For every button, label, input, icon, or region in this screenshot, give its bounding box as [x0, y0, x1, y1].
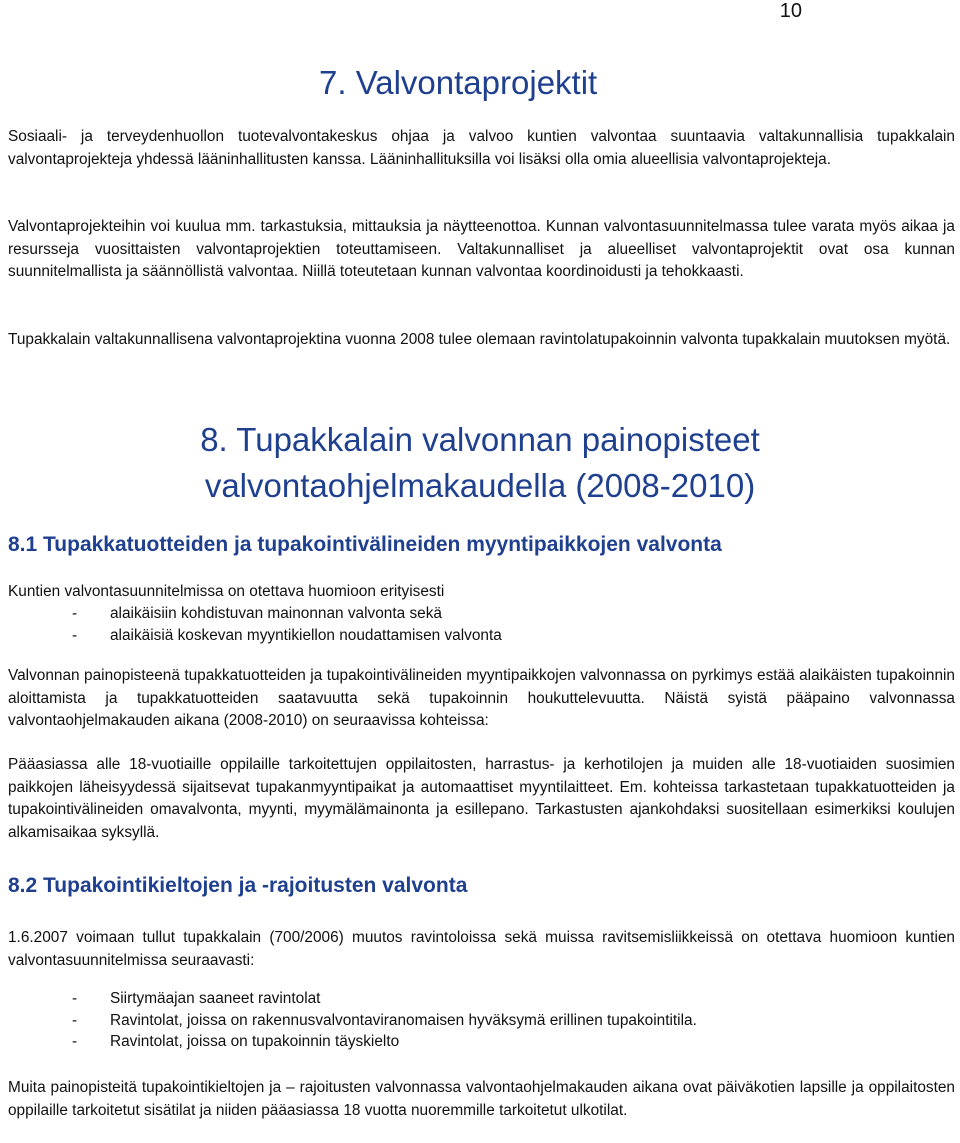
list-item: [72, 625, 502, 647]
list-dash: -: [72, 990, 78, 1007]
section-8-1-paragraph-2: [8, 754, 955, 844]
section-8-heading-line-1: 8. Tupakkalain valvonnan painopisteet: [200, 421, 760, 458]
paragraph-text: Pääasiassa alle 18-vuotiaille oppilaille tarkoitettujen oppilaitosten, harrastus- ja kerhotilojen ja muiden alle 18-vuotiaiden suosimien paikkojen läheisyydessä sijaitsevat tupakanmyyntipaikat ja automaattiset myyntilaitteet. Em. kohteissa tarkastetaan tupakkatuotteiden ja tupakointivälineiden omavalvonta, myynti, myymälämainonta ja esillepano. Tarkastusten ajankohdaksi suositellaan esimerkiksi koulujen alkamisaikaa syksyllä.: [8, 756, 955, 841]
section-8-2-intro: [8, 927, 955, 972]
list-dash: -: [72, 1033, 78, 1050]
paragraph-text: Kuntien valvontasuunnitelmissa on otettava huomioon erityisesti: [8, 583, 445, 600]
paragraph-text: Tupakkalain valtakunnallisena valvontaprojektina vuonna 2008 tulee olemaan ravintolatupakoinnin valvonta tupakkalain muutoksen myötä.: [8, 331, 951, 348]
section-7-paragraph-1: [8, 126, 955, 171]
list-item-text: Ravintolat, joissa on tupakoinnin täyskielto: [110, 1033, 400, 1050]
list-dash: -: [72, 627, 78, 644]
paragraph-text: Muita painopisteitä tupakointikieltojen ja – rajoitusten valvonnassa valvontaohjelmakauden aikana ovat päiväkotien lapsille ja oppilaitosten oppilaille tarkoitetut sisätilat ja niiden pääasiassa 18 vuotta nuoremmille tarkoitetut ulkotilat.: [8, 1079, 955, 1119]
list-item: [72, 603, 502, 625]
paragraph-text: Valvontaprojekteihin voi kuulua mm. tarkastuksia, mittauksia ja näytteenottoa. Kunnan valvontasuunnitelmassa tulee varata myös aikaa ja resursseja vuosittaisten valvontaprojektien toteuttamiseen. Valtakunnalliset ja alueelliset valvontaprojektit ovat osa kunnan suunnitelmallista ja säännöllistä valvontaa. Niillä toteutetaan kunnan valvontaa koordinoidusti ja tehokkaasti.: [8, 218, 955, 280]
section-8-heading: [0, 417, 960, 509]
section-7-paragraph-3: [8, 329, 955, 352]
section-8-1-list: [72, 603, 502, 647]
section-8-1-paragraph-1: [8, 665, 955, 733]
section-7-heading: 7. Valvontaprojektit: [319, 64, 598, 101]
list-item-text: Ravintolat, joissa on rakennusvalvontaviranomaisen hyväksymä erillinen tupakointitila.: [110, 1011, 697, 1029]
section-8-1-intro: [8, 581, 955, 604]
list-item: [72, 1031, 697, 1053]
list-item-text: Siirtymäajan saaneet ravintolat: [110, 990, 321, 1007]
paragraph-text: Valvonnan painopisteenä tupakkatuotteiden ja tupakointivälineiden myyntipaikkojen valvonnassa on pyrkimys estää alaikäisten tupakoinnin aloittamista ja tupakkatuotteiden saatavuutta sekä tupakoinnin houkuttelevuutta. Näistä syistä pääpaino valvonnassa valvontaohjelmakauden aikana (2008-2010) on seuraavissa kohteissa:: [8, 667, 955, 729]
list-dash: -: [72, 605, 78, 622]
list-item: [72, 1010, 697, 1032]
section-8-1-heading: 8.1 Tupakkatuotteiden ja tupakointivälineiden myyntipaikkojen valvonta: [8, 533, 722, 556]
list-item: [72, 988, 697, 1010]
section-8-2-heading: 8.2 Tupakointikieltojen ja -rajoitusten valvonta: [8, 874, 468, 897]
paragraph-text: Sosiaali- ja terveydenhuollon tuotevalvontakeskus ohjaa ja valvoo kuntien valvontaa suuntaavia valtakunnallisia tupakkalain valvontaprojekteja yhdessä lääninhallitusten kanssa. Lääninhallituksilla voi lisäksi olla omia alueellisia valvontaprojekteja.: [8, 128, 955, 168]
list-item-text: alaikäisiin kohdistuvan mainonnan valvonta sekä: [110, 605, 442, 622]
section-7-paragraph-2: [8, 216, 955, 284]
section-8-heading-line-2: valvontaohjelmakaudella (2008-2010): [204, 467, 756, 504]
paragraph-text: 1.6.2007 voimaan tullut tupakkalain (700/2006) muutos ravintoloissa sekä muissa ravitsemisliikkeissä on otettava huomioon kuntien valvontasuunnitelmissa seuraavasti:: [8, 929, 955, 969]
list-dash: -: [72, 1011, 78, 1029]
section-8-2-closing: [8, 1077, 955, 1122]
list-item-text: alaikäisiä koskevan myyntikiellon noudattamisen valvonta: [110, 627, 502, 644]
page-number: 10: [779, 0, 802, 22]
section-8-2-list: [72, 988, 697, 1053]
